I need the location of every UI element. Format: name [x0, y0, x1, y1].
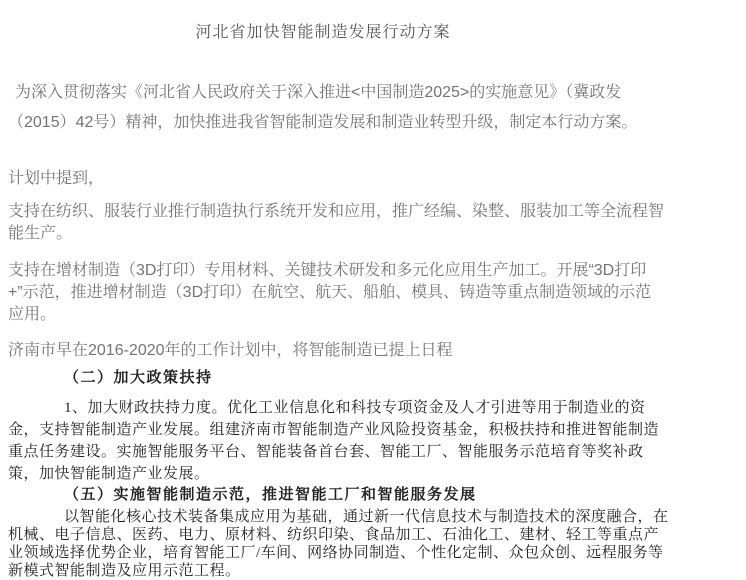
section-heading-policy-support: （二）加大政策扶持	[64, 370, 213, 386]
section-heading-smart-demonstration: （五）实施智能制造示范，推进智能工厂和智能服务发展	[64, 487, 477, 503]
intro-paragraph: 为深入贯彻落实《河北省人民政府关于深入推进<中国制造2025>的实施意见》（冀政发（2015）42号）精神，加快推进我省智能制造发展和制造业转型升级，制定本行动方案。	[8, 84, 638, 131]
lead-in-paragraph: 计划中提到，	[8, 170, 105, 187]
paragraph-additive-manufacturing: 支持在增材制造（3D打印）专用材料、关键技术研发和多元化应用生产加工。开展“3D打印+”示范，推进增材制造（3D打印）在航空、航天、船舶、模具、铸造等重点制造领域的示范应用。	[8, 262, 652, 323]
section-body-policy-support: 1、加大财政扶持力度。优化工业信息化和科技专项资金及人才引进等用于制造业的资金，支持智能制造产业发展。组建济南市智能制造产业风险投资基金，积极扶持和推进智能制造重点任务建设。实施智能服务平台、智能装备首台套、智能工厂、智能服务示范培育等奖补政策，加快智能制造产业发展。	[8, 400, 660, 482]
paragraph-textile-apparel: 支持在纺织、服装行业推行制造执行系统开发和应用，推广经编、染整、服装加工等全流程智能生产。	[8, 203, 665, 242]
section-body-smart-demonstration: 以智能化核心技术装备集成应用为基础，通过新一代信息技术与制造技术的深度融合，在机械、电子信息、医药、电力、原材料、纺织印染、食品加工、石油化工、建材、轻工等重点产业领域选择优势企业，培育智能工厂/车间、网络协同制造、个性化定制、众包众创、远程服务等新模式智能制造及应用示范工程。	[8, 509, 669, 579]
quoted-plan-block	[8, 368, 736, 580]
document-title: 河北省加快智能制造发展行动方案	[195, 24, 451, 41]
paragraph-jinan-plan: 济南市早在2016-2020年的工作计划中，将智能制造已提上日程	[8, 342, 453, 359]
